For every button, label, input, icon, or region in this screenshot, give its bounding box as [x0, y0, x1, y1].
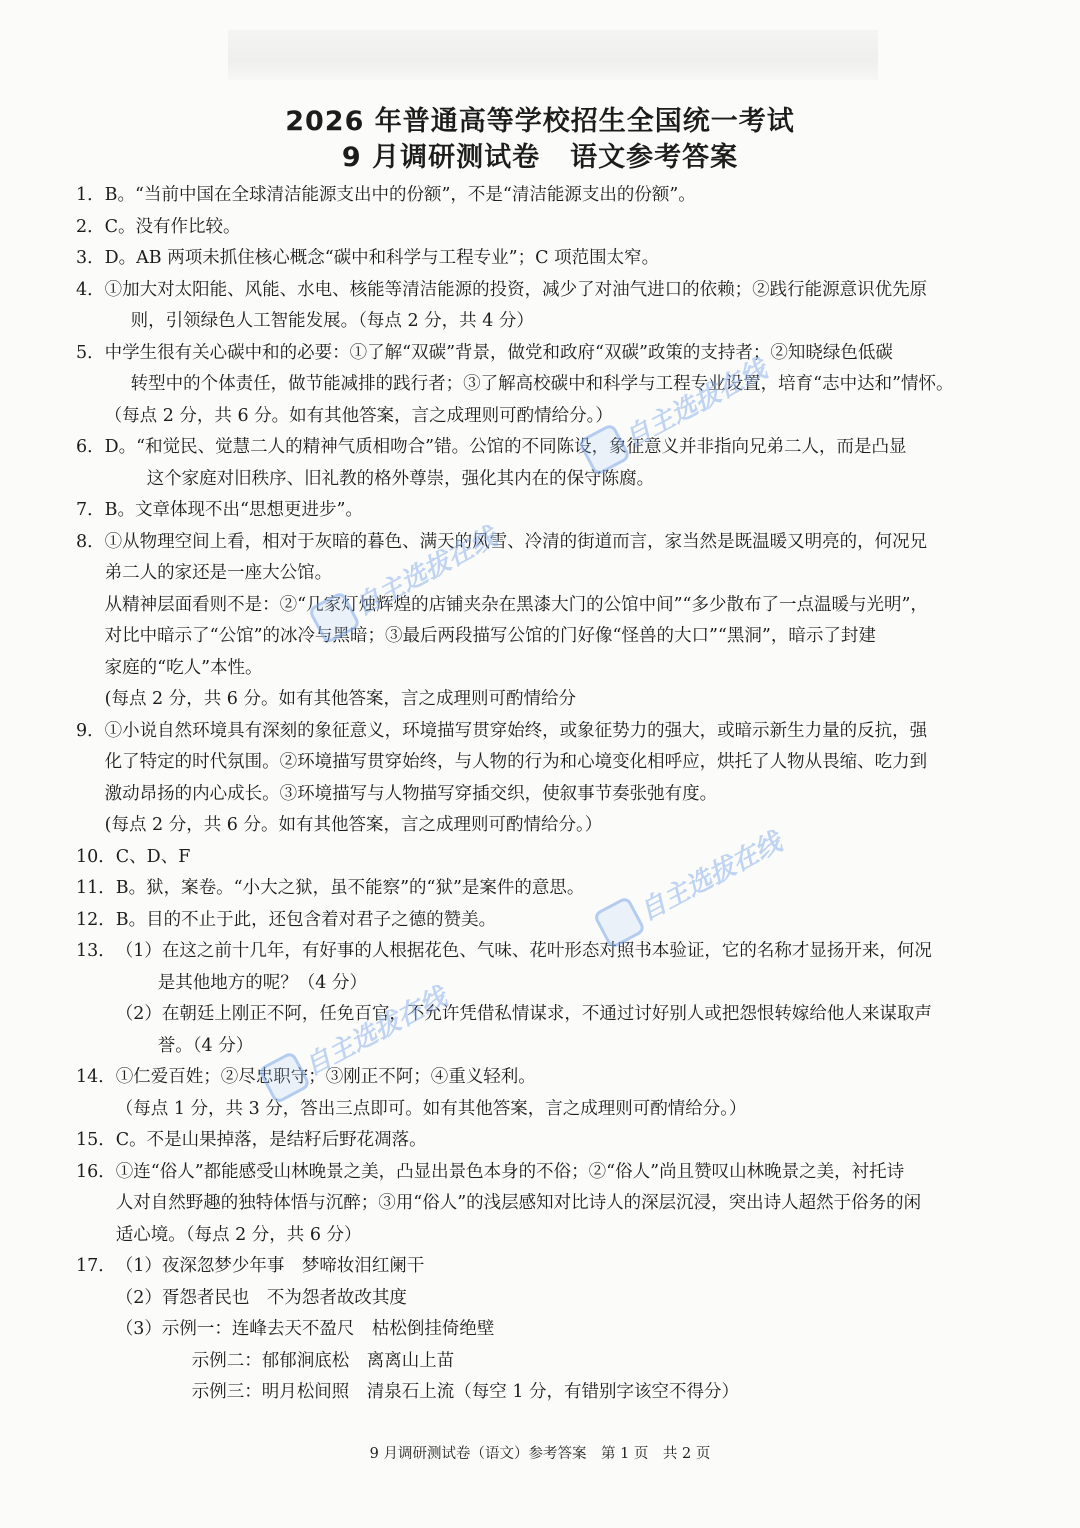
answer-line: 示例二：郁郁涧底松 离离山上苗 [191, 1350, 455, 1371]
answer-number: 9． [76, 720, 105, 741]
answer-line: 中学生很有关心碳中和的必要：①了解“双碳”背景，做党和政府“双碳”政策的支持者；②知晓绿色低碳 [104, 342, 893, 363]
page-subtitle [0, 140, 1080, 176]
answer-11 [76, 873, 1006, 905]
header [0, 104, 1080, 176]
answer-line: (每点 2 分，共 6 分。如有其他答案，言之成理则可酌情给分。） [104, 815, 603, 835]
answer-line: 转型中的个体责任，做节能减排的践行者；③了解高校碳中和科学与工程专业设置，培育“志中达和”情怀。 [130, 374, 954, 394]
answer-line: ①连“俗人”都能感受山林晚景之美，凸显出景色本身的不俗；②“俗人”尚且赞叹山林晚景之美，衬托诗 [115, 1161, 905, 1182]
answer-number: 12． [76, 909, 116, 930]
answer-line: （每点 2 分，共 6 分。如有其他答案，言之成理则可酌情给分。） [104, 405, 613, 426]
answer-14 [76, 1062, 1006, 1125]
answer-line: （2）在朝廷上刚正不阿，任免百官，不允许凭借私情谋求，不通过讨好别人或把怨恨转嫁给他人来谋取声 [115, 1004, 932, 1024]
answer-3 [76, 243, 1006, 275]
page-footer: 9 月调研测试卷（语文）参考答案 第 1 页 共 2 页 [369, 1446, 711, 1462]
answer-line: （2）胥怨者民也 不为怨者故改其度 [115, 1287, 407, 1308]
answer-line: 弟二人的家还是一座大公馆。 [104, 563, 333, 583]
answer-5 [76, 338, 1006, 433]
answer-line: B。狱，案卷。“小大之狱，虽不能察”的“狱”是案件的意思。 [115, 878, 585, 898]
watermark-text: 自主选拔在线 [299, 982, 452, 1082]
answer-number: 16． [76, 1161, 116, 1182]
answer-number: 6． [76, 437, 105, 457]
answer-9 [76, 716, 1006, 842]
answer-line: （1）夜深忽梦少年事 梦啼妆泪红阑干 [115, 1256, 425, 1276]
answer-number: 2． [76, 216, 105, 237]
answer-number: 7． [76, 500, 105, 520]
answer-line: 从精神层面看则不是：②“几家灯烛辉煌的店铺夹杂在黑漆大门的公馆中间”“多少散布了一点温暖与光明”， [104, 594, 928, 615]
answer-line: （1）在这之前十几年，有好事的人根据花色、气味、花叶形态对照书本验证，它的名称才显扬开来，何况 [115, 941, 932, 961]
answer-line: B。“当前中国在全球清洁能源支出中的份额”，不是“清洁能源支出的份额”。 [104, 185, 696, 205]
answer-number: 5． [76, 342, 105, 363]
scan-smudge [228, 30, 878, 80]
answer-10 [76, 842, 1006, 874]
answer-line: 激动昂扬的内心成长。③环境描写与人物描写穿插交织，使叙事节奏张弛有度。 [104, 783, 718, 804]
watermark-text: 自主选拔在线 [634, 827, 787, 927]
answer-number: 1． [76, 185, 105, 205]
answer-13 [76, 936, 1006, 1062]
answer-line: C。不是山果掉落，是结籽后野花凋落。 [115, 1130, 427, 1150]
answer-line: ①加大对太阳能、风能、水电、核能等清洁能源的投资，减少了对油气进口的依赖；②践行能源意识优先原 [104, 279, 928, 300]
answer-line: 对比中暗示了“公馆”的冰冷与黑暗；③最后两段描写公馆的门好像“怪兽的大口”“黑洞”，暗示了封建 [104, 626, 876, 646]
answer-1 [76, 180, 1006, 212]
answer-line: （3）示例一：连峰去天不盈尺 枯松倒挂倚绝壁 [115, 1319, 495, 1339]
answer-line: 适心境。（每点 2 分，共 6 分） [115, 1224, 362, 1245]
answer-line: 则，引领绿色人工智能发展。（每点 2 分，共 4 分） [130, 311, 534, 331]
answer-line: (每点 2 分，共 6 分。如有其他答案，言之成理则可酌情给分 [104, 689, 576, 709]
answer-2 [76, 212, 1006, 244]
answer-line: B。目的不止于此，还包含着对君子之德的赞美。 [115, 909, 497, 930]
answer-line: （每点 1 分，共 3 分，答出三点即可。如有其他答案，言之成理则可酌情给分。） [115, 1098, 747, 1119]
answer-line: 家庭的“吃人”本性。 [104, 657, 263, 678]
answer-8 [76, 527, 1006, 716]
answer-list [76, 180, 1006, 1409]
answer-line: 是其他地方的呢？（4 分） [157, 972, 367, 993]
answer-line: D。“和觉民、觉慧二人的精神气质相吻合”错。公馆的不同陈设，象征意义并非指向兄弟二人，而是凸显 [104, 437, 907, 457]
answer-number: 14． [76, 1067, 116, 1087]
answer-7 [76, 495, 1006, 527]
answer-4 [76, 275, 1006, 338]
answer-number: 10． [76, 846, 116, 867]
answer-line: B。文章体现不出“思想更进步”。 [104, 500, 363, 520]
answer-number: 13． [76, 941, 116, 961]
subtitle-answer: 语文参考答案 [570, 142, 739, 173]
answer-line: D。AB 两项未抓住核心概念“碳中和科学与工程专业”；C 项范围太窄。 [104, 248, 660, 268]
answer-16 [76, 1157, 1006, 1252]
answer-line: ①仁爱百姓；②尽忠职守；③刚正不阿；④重义轻利。 [115, 1067, 536, 1087]
answer-6 [76, 432, 1006, 495]
answer-line: ①从物理空间上看，相对于灰暗的暮色、满天的风雪、冷清的街道而言，家当然是既温暖又明亮的，何况兄 [104, 531, 928, 552]
watermark-text: 自主选拔在线 [349, 522, 502, 622]
answer-line: 化了特定的时代氛围。②环境描写贯穿始终，与人物的行为和心境变化相呼应，烘托了人物从畏缩、吃力到 [104, 752, 928, 772]
answer-number: 11． [76, 878, 116, 898]
subtitle-exam: 9 月调研测试卷 [341, 142, 541, 173]
answer-number: 15． [76, 1130, 116, 1150]
answer-line: C。没有作比较。 [104, 216, 241, 237]
watermark-text: 自主选拔在线 [619, 354, 772, 454]
answer-12 [76, 905, 1006, 937]
answer-line: C、D、F [115, 846, 191, 867]
answer-17 [76, 1251, 1006, 1409]
answer-line: ①小说自然环境具有深刻的象征意义，环境描写贯穿始终，或象征势力的强大，或暗示新生力量的反抗，强 [104, 720, 928, 741]
answer-line: 这个家庭对旧秩序、旧礼教的格外尊崇，强化其内在的保守陈腐。 [146, 468, 655, 489]
answer-line: 人对自然野趣的独特体悟与沉醉；③用“俗人”的浅层感知对比诗人的深层沉浸，突出诗人超然于俗务的闲 [115, 1193, 922, 1213]
answer-line: 示例三：明月松间照 清泉石上流（每空 1 分，有错别字该空不得分） [191, 1382, 740, 1402]
answer-number: 4． [76, 279, 105, 300]
answer-15 [76, 1125, 1006, 1157]
answer-number: 8． [76, 531, 105, 552]
answer-number: 3． [76, 248, 105, 268]
answer-number: 17． [76, 1256, 116, 1276]
page-title: 2026 年普通高等学校招生全国统一考试 [285, 106, 795, 137]
answer-line: 誉。（4 分） [157, 1035, 254, 1056]
